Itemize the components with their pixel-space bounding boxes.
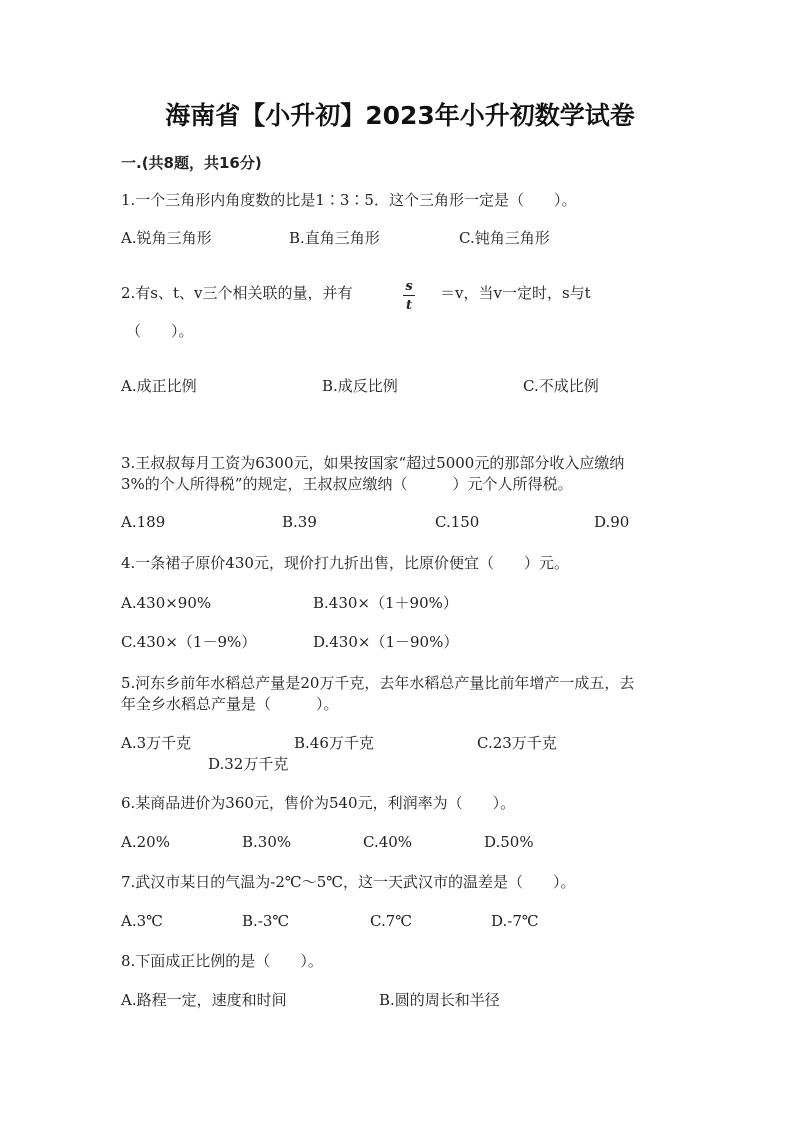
fraction-numerator: s [405,279,413,294]
question-5-option-a: A.3万千克 [121,734,192,752]
question-1-option-b: B.直角三角形 [289,229,380,247]
question-2-option-a: A.成正比例 [121,377,197,395]
question-6-option-b: B.30% [242,833,292,851]
question-1-option-c: C.钝角三角形 [459,229,550,247]
question-4-text: 4.一条裙子原价430元，现价打九折出售，比原价便宜（ ）元。 [121,554,569,572]
fraction-s-over-t [399,279,419,313]
question-8-text: 8.下面成正比例的是（ ）。 [121,952,323,970]
exam-title: 海南省【小升初】2023年小升初数学试卷 [165,101,635,130]
question-2-option-b: B.成反比例 [322,377,398,395]
question-4-option-d: D.430×（1－90%） [313,633,459,651]
question-6-option-a: A.20% [121,833,170,851]
question-5-option-d: D.32万千克 [208,755,289,773]
question-8-option-a: A.路程一定，速度和时间 [121,991,287,1009]
question-3-option-c: C.150 [435,513,480,531]
question-4-option-a: A.430×90% [121,594,212,612]
question-6-option-d: D.50% [484,833,534,851]
question-6-option-c: C.40% [363,833,413,851]
question-6-text: 6.某商品进价为360元，售价为540元，利润率为（ ）。 [121,794,516,812]
question-1-text: 1.一个三角形内角度数的比是1∶3∶5．这个三角形一定是（ ）。 [121,191,577,209]
fraction-denominator: t [405,298,412,313]
question-2-answer-blank: （ ）。 [126,322,194,340]
question-3-option-b: B.39 [282,513,317,531]
question-5-text-line2: 年全乡水稻总产量是（ ）。 [121,695,339,713]
question-3-option-a: A.189 [121,513,166,531]
question-5-text-line1: 5.河东乡前年水稻总产量是20万千克，去年水稻总产量比前年增产一成五，去 [121,674,635,692]
question-2-text-part2: ＝v，当v一定时，s与t [440,284,591,302]
question-7-option-c: C.7℃ [370,912,413,930]
question-8-option-b: B.圆的周长和半径 [379,991,500,1009]
question-2-text-part1: 2.有s、t、v三个相关联的量，并有 [121,284,353,302]
question-7-option-d: D.-7℃ [491,912,539,930]
question-2-option-c: C.不成比例 [523,377,599,395]
fraction-bar [403,295,415,296]
question-7-text: 7.武汉市某日的气温为-2℃～5℃，这一天武汉市的温差是（ ）。 [121,873,576,891]
question-5-option-c: C.23万千克 [477,734,557,752]
question-4-option-b: B.430×（1＋90%） [313,594,458,612]
question-3-text-line1: 3.王叔叔每月工资为6300元，如果按国家“超过5000元的那部分收入应缴纳 [121,454,625,472]
section-header: 一.(共8题，共16分) [121,154,262,172]
question-7-option-a: A.3℃ [121,912,163,930]
question-3-option-d: D.90 [594,513,630,531]
question-4-option-c: C.430×（1－9%） [121,633,257,651]
question-3-text-line2: 3%的个人所得税”的规定，王叔叔应缴纳（ ）元个人所得税。 [121,475,573,493]
question-1-option-a: A.锐角三角形 [121,229,212,247]
question-5-option-b: B.46万千克 [294,734,374,752]
question-7-option-b: B.-3℃ [242,912,290,930]
